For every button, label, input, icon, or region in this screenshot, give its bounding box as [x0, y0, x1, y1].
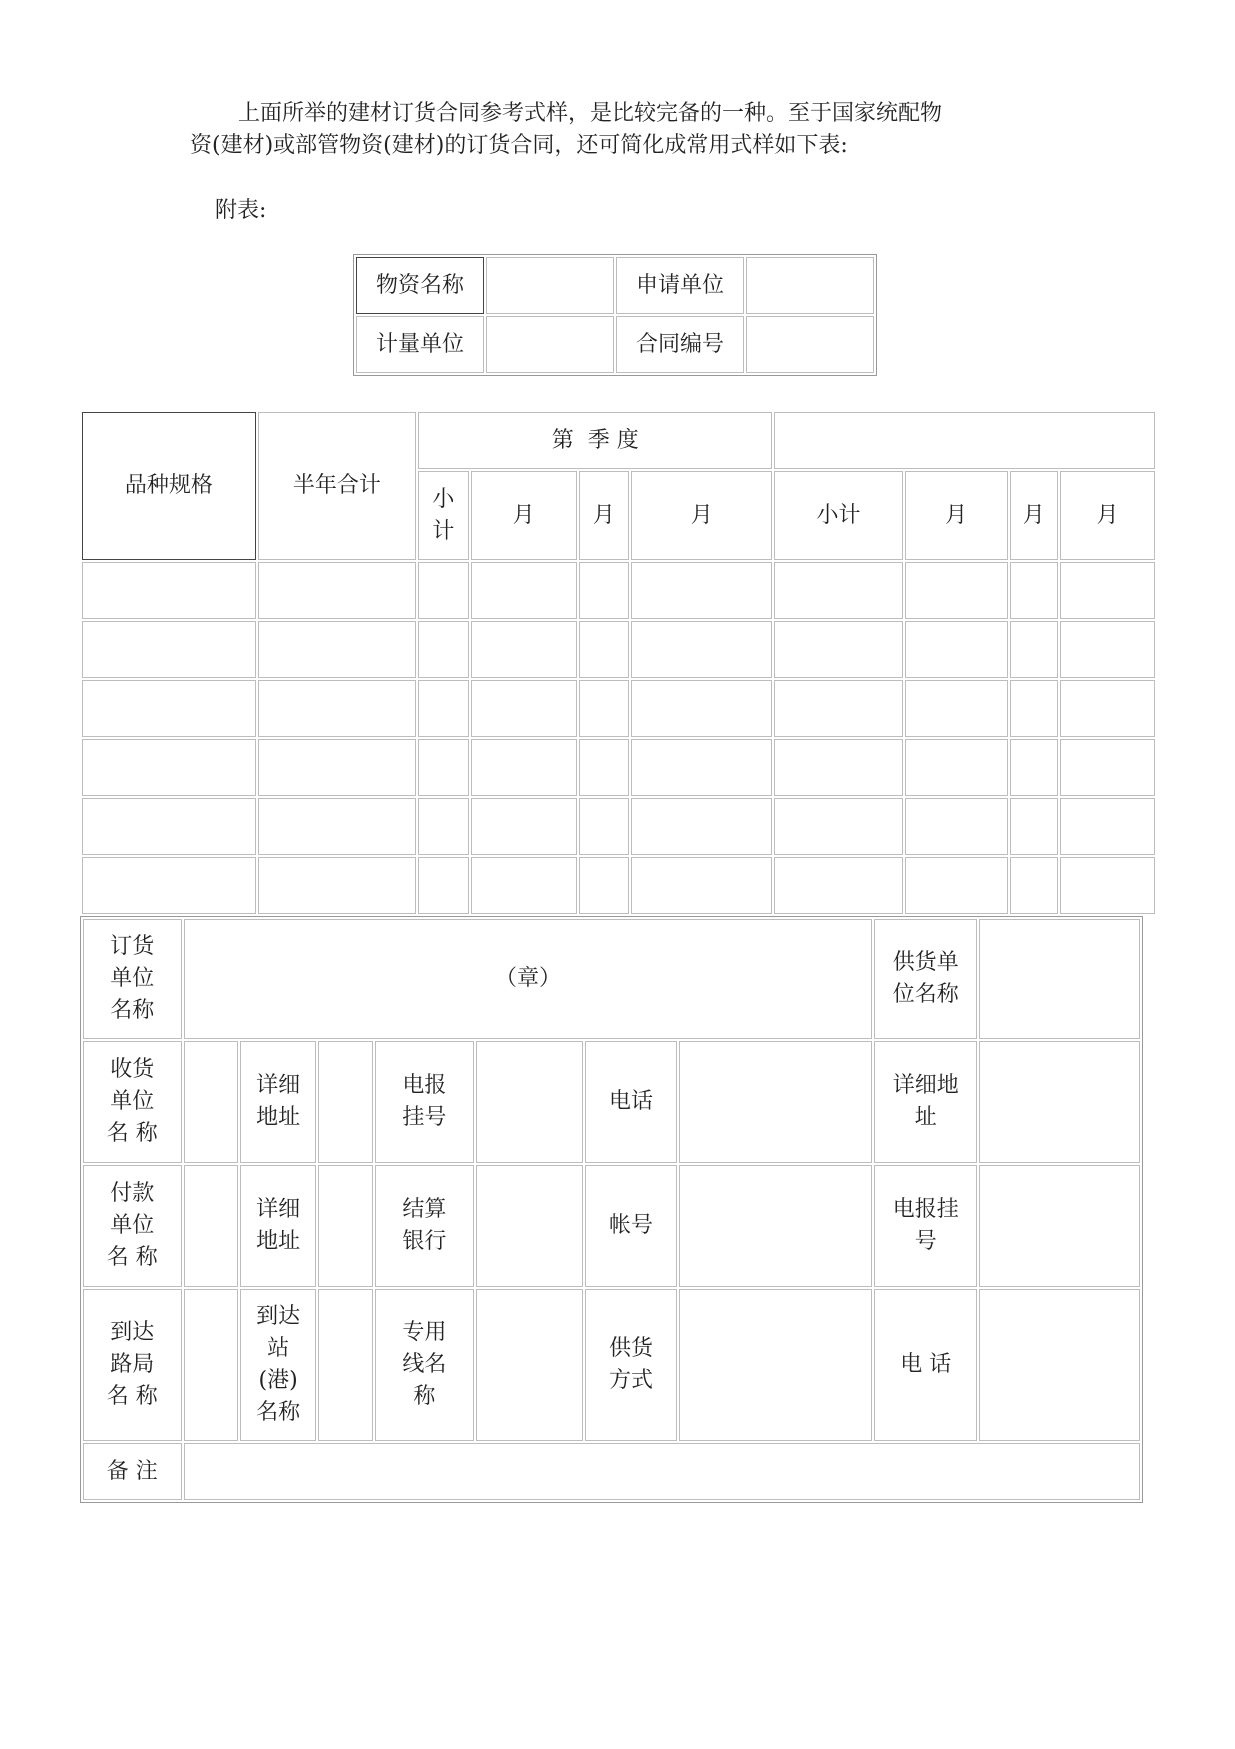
order-unit-label: 订货 单位 名称 — [83, 919, 182, 1039]
rail-line-cell[interactable] — [476, 1289, 583, 1441]
contract-no-cell[interactable] — [746, 316, 874, 373]
material-name-label: 物资名称 — [356, 257, 484, 314]
detail-address-label-3: 详细 地址 — [240, 1165, 316, 1287]
subtotal-header: 小 计 — [418, 471, 468, 560]
order-unit-seal-cell[interactable]: （章） — [184, 919, 873, 1039]
appendix-label: 附表: — [215, 198, 267, 223]
bank-cell[interactable] — [476, 1165, 583, 1287]
station-label: 到达 站 (港) 名称 — [240, 1289, 316, 1441]
subtotal-header: 小计 — [774, 471, 902, 560]
detail-address-label: 详细 地址 — [240, 1041, 316, 1163]
table-row — [82, 562, 1155, 619]
detail-address-label-2: 详细地 址 — [874, 1041, 977, 1163]
month-header: 月 — [905, 471, 1008, 560]
supply-mode-label: 供货 方式 — [585, 1289, 678, 1441]
contract-no-label: 合同编号 — [616, 316, 744, 373]
unit-label: 计量单位 — [356, 316, 484, 373]
remark-cell[interactable] — [184, 1443, 1140, 1500]
intro-line-2: 资(建材)或部管物资(建材)的订货合同，还可简化成常用式样如下表: — [190, 133, 848, 158]
month-header: 月 — [1010, 471, 1058, 560]
unit-cell[interactable] — [486, 316, 614, 373]
remark-label: 备 注 — [83, 1443, 182, 1500]
table-row — [82, 739, 1155, 796]
payer-cell[interactable] — [184, 1165, 238, 1287]
account-label: 帐号 — [585, 1165, 678, 1287]
intro-line-1: 上面所举的建材订货合同参考式样，是比较完备的一种。至于国家统配物 — [238, 101, 943, 126]
quarter-header-2 — [774, 412, 1155, 469]
intro-paragraph — [190, 98, 1070, 162]
detail-address-cell-3[interactable] — [318, 1165, 372, 1287]
telegraph-label: 电报 挂号 — [375, 1041, 475, 1163]
receiver-label: 收货 单位 名 称 — [83, 1041, 182, 1163]
month-header: 月 — [1060, 471, 1155, 560]
month-header: 月 — [631, 471, 772, 560]
bank-label: 结算 银行 — [375, 1165, 475, 1287]
material-name-cell[interactable] — [486, 257, 614, 314]
applicant-label: 申请单位 — [616, 257, 744, 314]
month-header: 月 — [471, 471, 577, 560]
account-cell[interactable] — [679, 1165, 872, 1287]
phone-label: 电话 — [585, 1041, 678, 1163]
telegraph-cell[interactable] — [476, 1041, 583, 1163]
table-row — [82, 621, 1155, 678]
route-label: 到达 路局 名 称 — [83, 1289, 182, 1441]
detail-address-cell[interactable] — [318, 1041, 372, 1163]
quarter-header: 第 季 度 — [418, 412, 772, 469]
table-row — [82, 798, 1155, 855]
month-header: 月 — [579, 471, 629, 560]
rail-line-label: 专用 线名 称 — [375, 1289, 475, 1441]
supplier-name-cell[interactable] — [979, 919, 1140, 1039]
supplier-name-label: 供货单 位名称 — [874, 919, 977, 1039]
phone-cell-2[interactable] — [979, 1289, 1140, 1441]
route-cell[interactable] — [184, 1289, 238, 1441]
supply-mode-cell[interactable] — [679, 1289, 872, 1441]
detail-address-cell-2[interactable] — [979, 1041, 1140, 1163]
telegraph-cell-2[interactable] — [979, 1165, 1140, 1287]
payer-label: 付款 单位 名 称 — [83, 1165, 182, 1287]
table-row — [82, 680, 1155, 737]
phone-label-2: 电 话 — [874, 1289, 977, 1441]
station-cell[interactable] — [318, 1289, 372, 1441]
phone-cell[interactable] — [679, 1041, 872, 1163]
main-table — [80, 410, 1157, 916]
table-row — [82, 857, 1155, 914]
half-year-total-header: 半年合计 — [258, 412, 417, 560]
variety-header: 品种规格 — [82, 412, 256, 560]
info-table — [353, 254, 877, 376]
applicant-cell[interactable] — [746, 257, 874, 314]
receiver-cell[interactable] — [184, 1041, 238, 1163]
telegraph-label-2: 电报挂 号 — [874, 1165, 977, 1287]
party-info-table — [80, 916, 1143, 1503]
